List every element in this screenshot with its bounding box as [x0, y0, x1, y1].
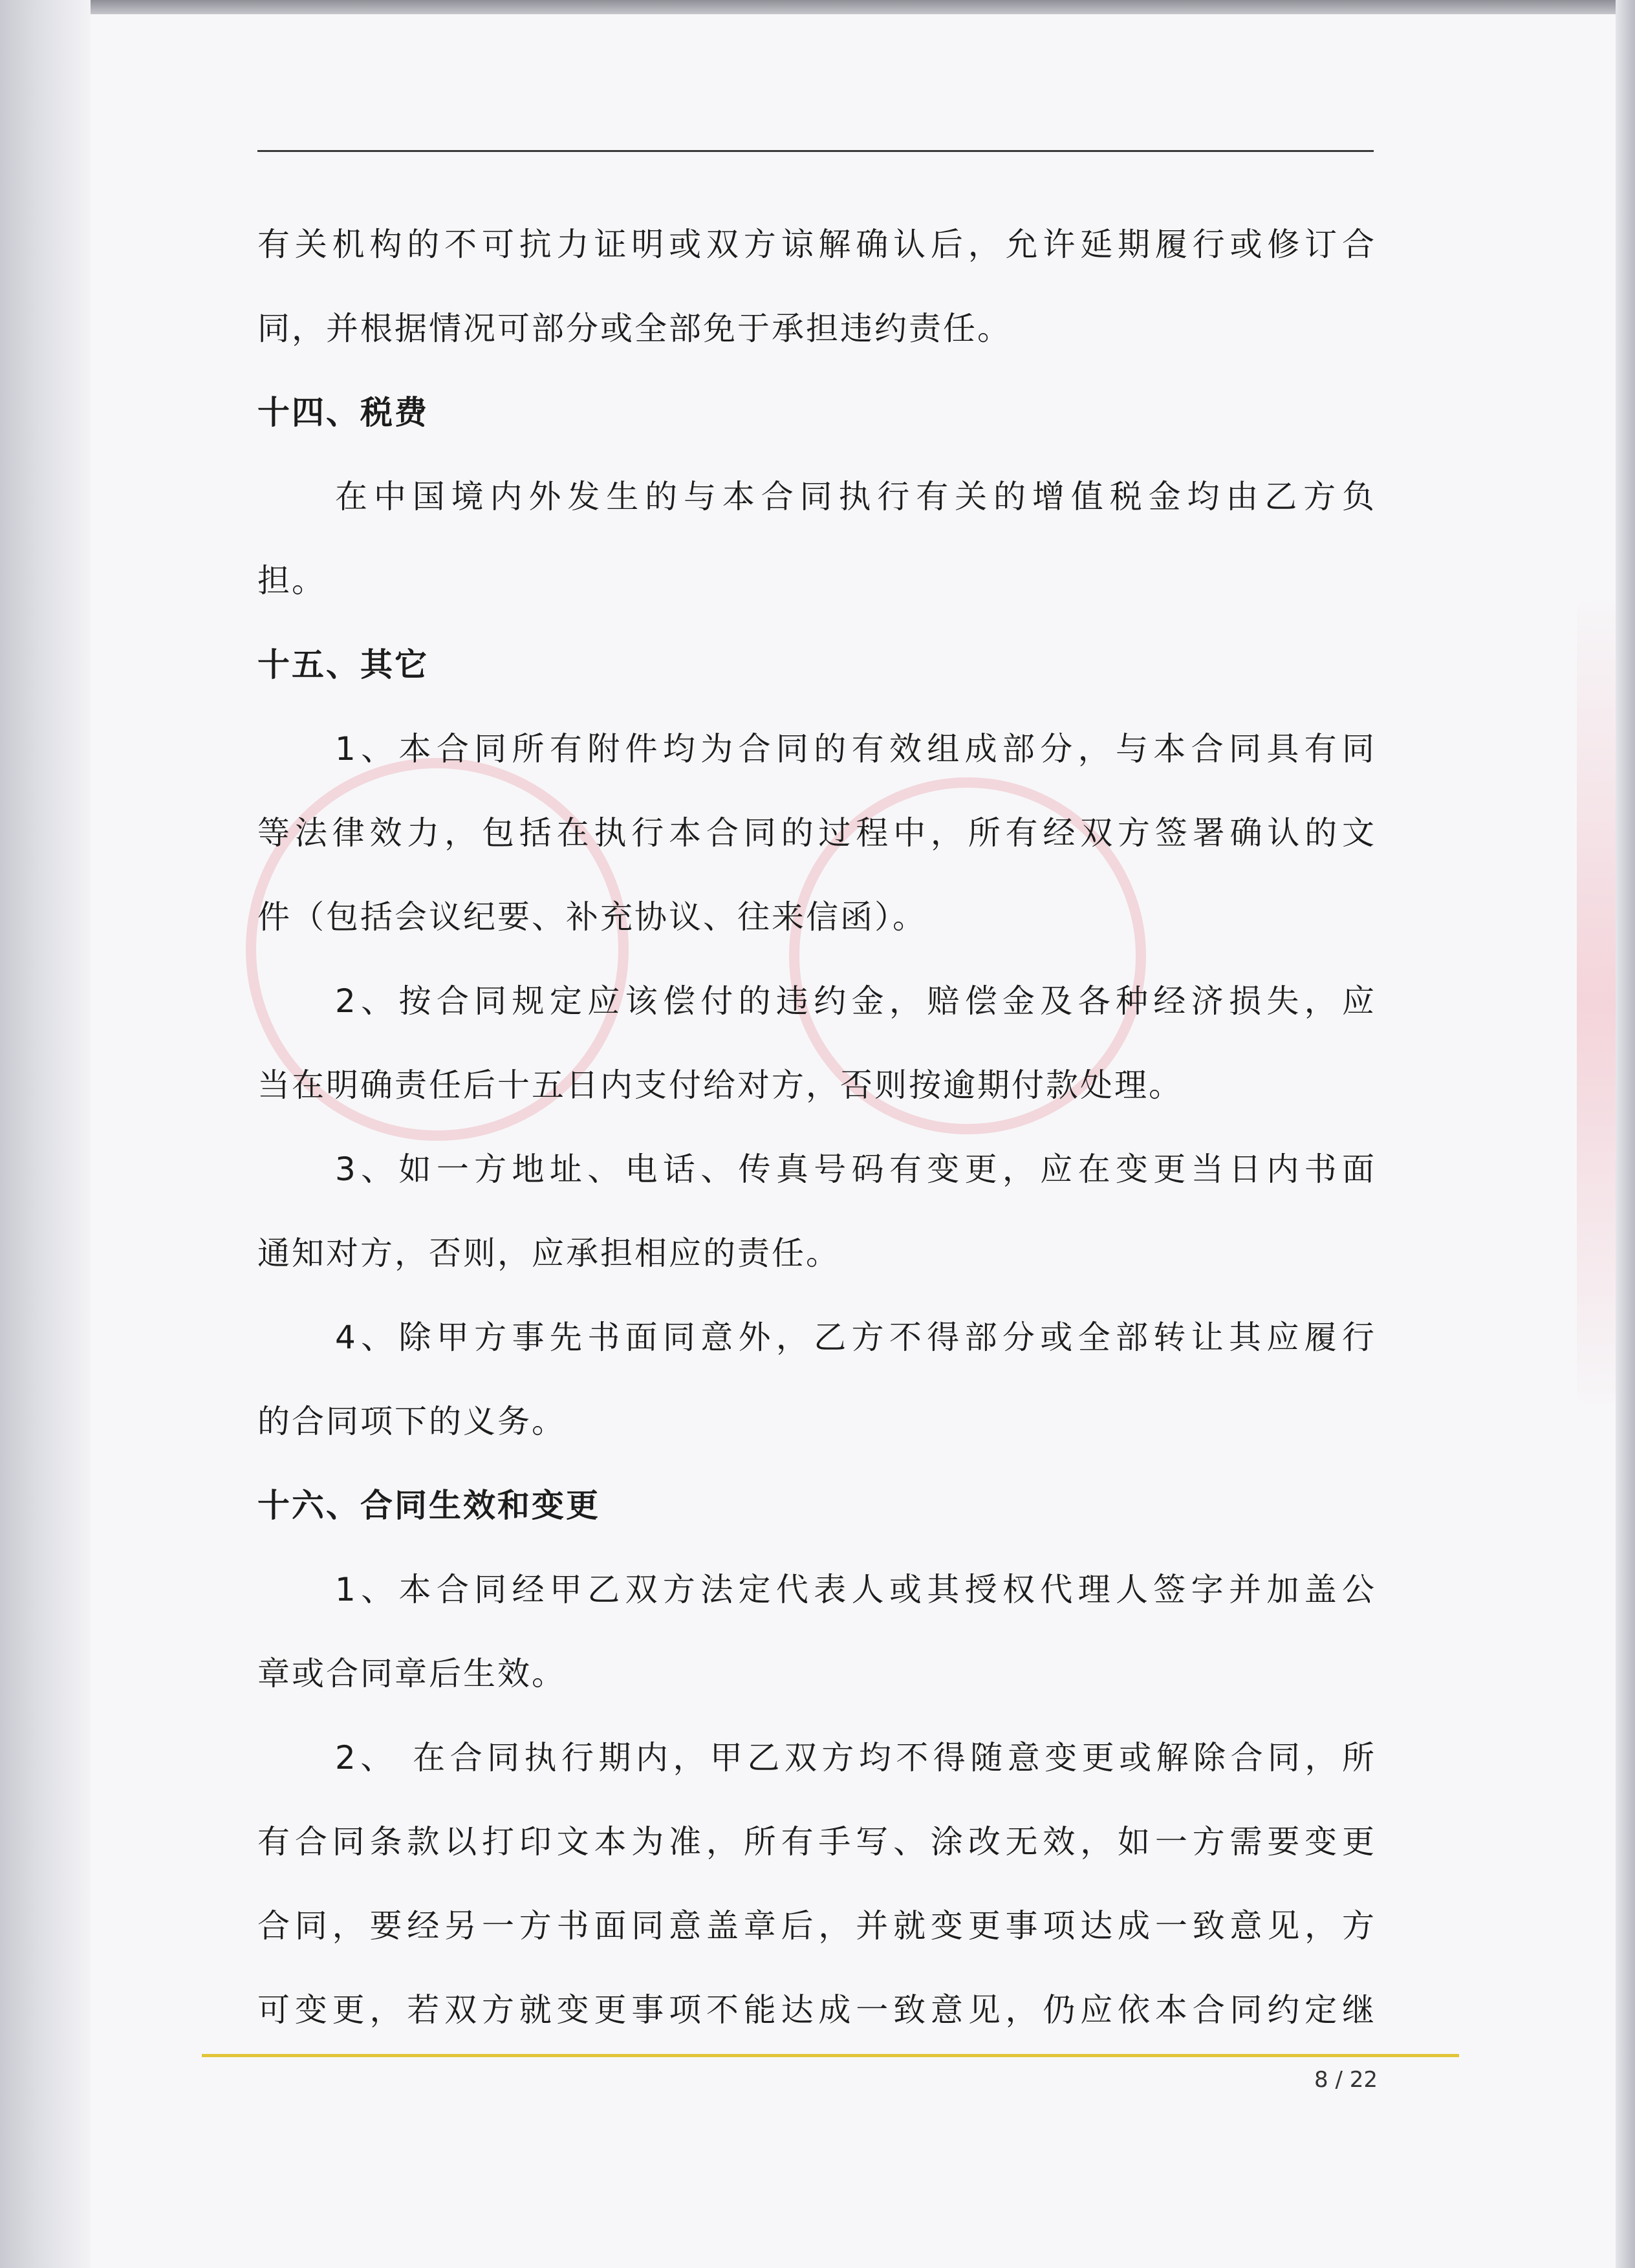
footer-rule [202, 2054, 1459, 2057]
text-line: 1、本合同所有附件均为合同的有效组成部分，与本合同具有同 [335, 730, 1376, 768]
text-line: 1、本合同经甲乙双方法定代表人或其授权代理人签字并加盖公 [335, 1571, 1376, 1608]
text-line: 同，并根据情况可部分或全部免于承担违约责任。 [257, 310, 1012, 347]
seal-edge-right [1577, 582, 1616, 1423]
text-line: 可变更，若双方就变更事项不能达成一致意见，仍应依本合同约定继 [257, 1991, 1376, 2029]
section-heading: 十四、税费 [257, 394, 429, 431]
header-rule [257, 150, 1374, 152]
text-line: 有关机构的不可抗力证明或双方谅解确认后，允许延期履行或修订合 [257, 226, 1376, 263]
text-line: 通知对方，否则，应承担相应的责任。 [257, 1235, 840, 1272]
text-line: 担。 [257, 562, 326, 599]
text-line: 4、除甲方事先书面同意外，乙方不得部分或全部转让其应履行 [335, 1319, 1376, 1356]
text-line: 在中国境内外发生的与本合同执行有关的增值税金均由乙方负 [335, 478, 1376, 515]
scan-edge-right [1616, 0, 1635, 2268]
text-line: 等法律效力，包括在执行本合同的过程中，所有经双方签署确认的文 [257, 814, 1376, 852]
text-line: 2、按合同规定应该偿付的违约金，赔偿金及各种经济损失，应 [335, 982, 1376, 1020]
text-line: 有合同条款以打印文本为准，所有手写、涂改无效，如一方需要变更 [257, 1823, 1376, 1861]
text-line: 件（包括会议纪要、补充协议、往来信函）。 [257, 898, 927, 936]
scan-edge-left [0, 0, 91, 2268]
text-line: 的合同项下的义务。 [257, 1403, 566, 1440]
text-line: 3、如一方地址、电话、传真号码有变更，应在变更当日内书面 [335, 1150, 1376, 1188]
section-heading: 十五、其它 [257, 646, 429, 684]
scan-edge-top [0, 0, 1635, 14]
text-line: 章或合同章后生效。 [257, 1655, 566, 1692]
text-line: 2、 在合同执行期内，甲乙双方均不得随意变更或解除合同，所 [335, 1739, 1376, 1777]
text-line: 当在明确责任后十五日内支付给对方，否则按逾期付款处理。 [257, 1066, 1183, 1104]
section-heading: 十六、合同生效和变更 [257, 1487, 600, 1524]
text-line: 合同，要经另一方书面同意盖章后，并就变更事项达成一致意见，方 [257, 1907, 1376, 1945]
page-number: 8 / 22 [1314, 2067, 1378, 2093]
